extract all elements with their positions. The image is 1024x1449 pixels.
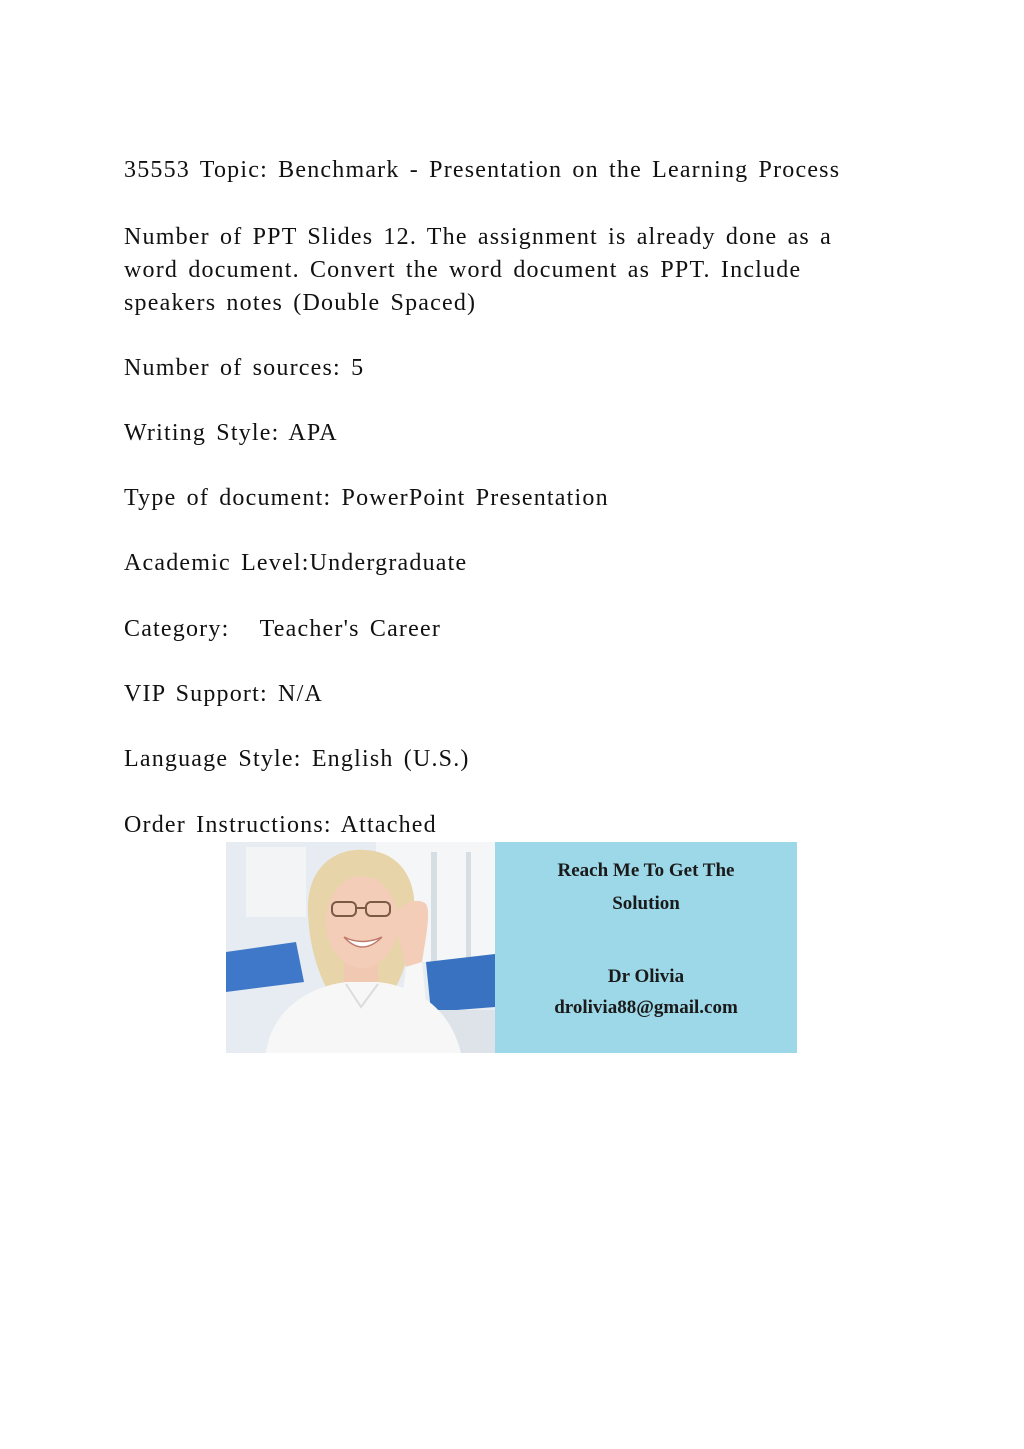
cta-heading-line2: Solution [612,893,680,914]
vip-support: VIP Support: N/A [124,681,323,707]
sources-count: Number of sources: 5 [124,355,365,381]
academic-level: Academic Level:Undergraduate [124,550,468,576]
description-line: speakers notes (Double Spaced) [124,290,477,316]
category: Category: Teacher's Career [124,616,442,642]
woman-photo [226,842,495,1053]
language-style: Language Style: English (U.S.) [124,746,470,772]
cta-heading-line1: Reach Me To Get The [557,860,735,881]
contact-banner [226,842,797,1053]
description-line: Number of PPT Slides 12. The assignment is already done as a [124,224,833,250]
topic-title: 35553 Topic: Benchmark - Presentation on the Learning Process [124,157,841,183]
contact-name: Dr Olivia [607,966,685,987]
order-instructions: Order Instructions: Attached [124,812,437,838]
description-line: word document. Convert the word document as PPT. Include [124,257,802,283]
writing-style: Writing Style: APA [124,420,338,446]
contact-email[interactable]: drolivia88@gmail.com [554,997,738,1018]
contact-panel [495,842,797,1053]
document-type: Type of document: PowerPoint Presentation [124,485,609,511]
